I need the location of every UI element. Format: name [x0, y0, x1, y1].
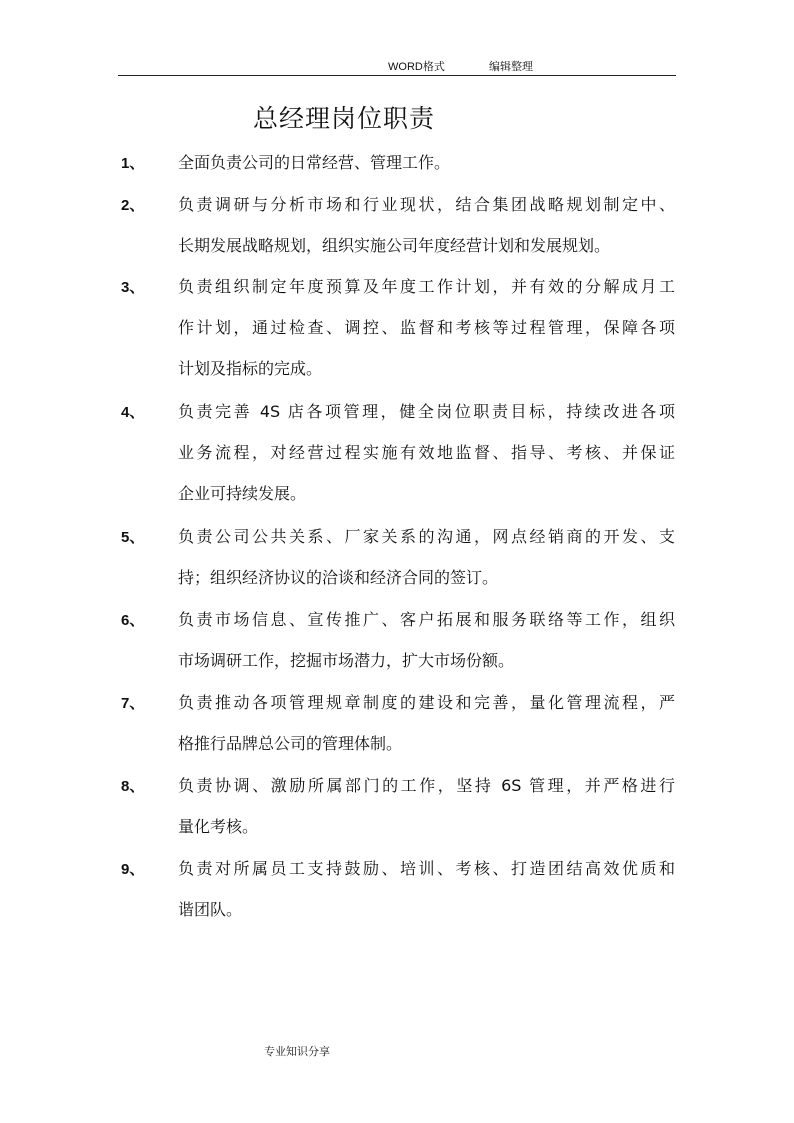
item-number: 9、: [121, 861, 145, 878]
item-line: 负责组织制定年度预算及年度工作计划，并有效的分解成月工: [178, 277, 675, 296]
item-number: 7、: [121, 695, 145, 712]
item-line: 负责完善 4S 店各项管理，健全岗位职责目标，持续改进各项: [178, 402, 675, 421]
item-line: 谐团队。: [178, 900, 243, 919]
item-line: 负责公司公共关系、厂家关系的沟通，网点经销商的开发、支: [178, 527, 675, 546]
item-line: 全面负责公司的日常经营、管理工作。: [178, 153, 451, 172]
item-line: 长期发展战略规划，组织实施公司年度经营计划和发展规划。: [178, 236, 611, 255]
page-title: 总经理岗位职责: [253, 104, 436, 133]
header-word-label: WORD格式: [388, 61, 445, 73]
page-header: [118, 55, 676, 76]
item-number: 4、: [121, 404, 145, 421]
item-number: 1、: [121, 155, 145, 172]
item-number: 6、: [121, 612, 145, 629]
page-footer: 专业知识分享: [264, 1045, 330, 1058]
item-number: 8、: [121, 778, 145, 795]
item-line: 格推行品牌总公司的管理体制。: [178, 734, 403, 753]
item-line: 负责协调、激励所属部门的工作，坚持 6S 管理，并严格进行: [178, 776, 675, 795]
item-line: 市场调研工作，挖掘市场潜力，扩大市场份额。: [178, 651, 515, 670]
item-number: 2、: [121, 197, 145, 214]
item-line: 负责调研与分析市场和行业现状，结合集团战略规划制定中、: [178, 195, 675, 214]
item-line: 负责推动各项管理规章制度的建设和完善，量化管理流程，严: [178, 693, 675, 712]
item-number: 3、: [121, 279, 145, 296]
item-line: 计划及指标的完成。: [178, 359, 323, 378]
item-line: 业务流程，对经营过程实施有效地监督、指导、考核、并保证: [178, 443, 675, 462]
item-line: 负责市场信息、宣传推广、客户拓展和服务联络等工作，组织: [178, 610, 675, 629]
item-number: 5、: [121, 529, 145, 546]
item-line: 企业可持续发展。: [178, 484, 307, 503]
item-line: 负责对所属员工支持鼓励、培训、考核、打造团结高效优质和: [178, 859, 675, 878]
header-edit-label: 编辑整理: [489, 60, 533, 73]
item-line: 持；组织经济协议的洽谈和经济合同的签订。: [178, 568, 499, 587]
item-line: 量化考核。: [178, 817, 259, 836]
item-line: 作计划，通过检查、调控、监督和考核等过程管理，保障各项: [178, 318, 675, 337]
